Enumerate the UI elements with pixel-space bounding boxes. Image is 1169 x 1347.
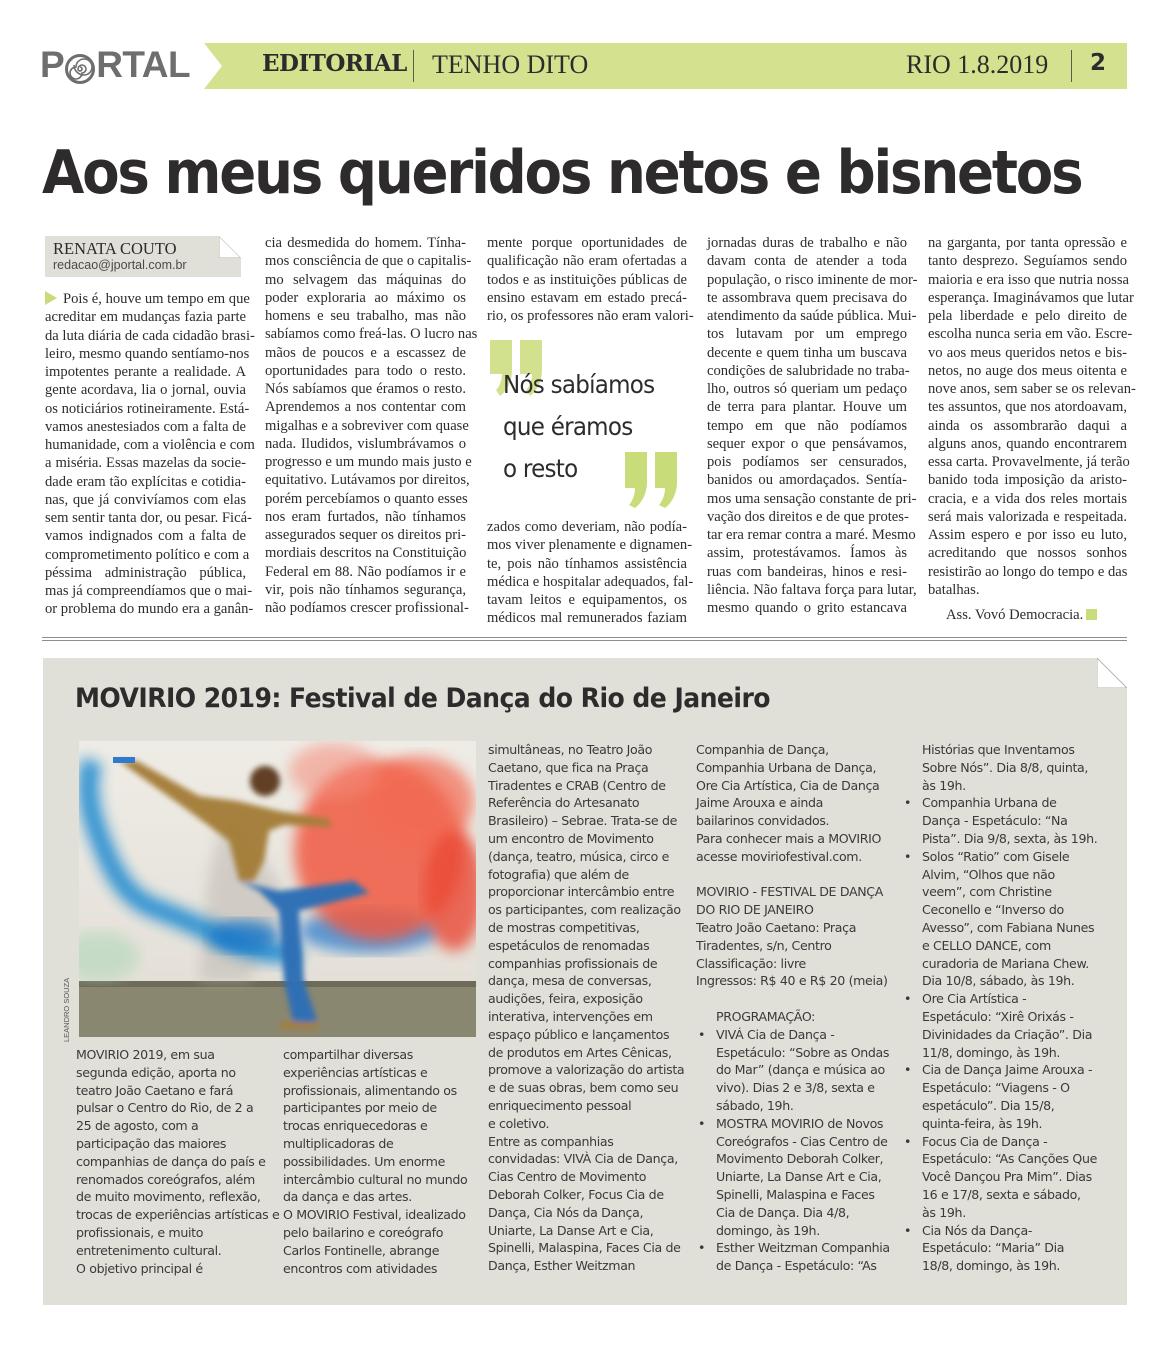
text-line: companhias de dança do país e xyxy=(76,1153,266,1169)
text-line: Ceconello e “Inverso do xyxy=(922,902,1064,918)
text-line: acreditando que nossos sonhos xyxy=(928,545,1127,562)
text-line: nove anos, sem saber se os relevan- xyxy=(928,381,1136,397)
page-number: 2 xyxy=(1090,50,1107,76)
text-line: mos uma sensação constante de pri- xyxy=(707,490,917,507)
pull-quote-line: que éramos xyxy=(503,412,633,441)
text-line: da dança e das artes. xyxy=(283,1189,412,1205)
dancer-photo-image xyxy=(79,741,476,1037)
movirio-column-4 xyxy=(696,741,901,1275)
text-line: de mostras competitivas, xyxy=(488,919,640,935)
program-item xyxy=(902,990,1124,1061)
text-line: Uniarte, La Danse Art e Cia, xyxy=(716,1169,882,1185)
text-line: espetáculo”. Dia 15/8, xyxy=(922,1097,1055,1113)
text-line: vivo). Dias 2 e 3/8, sexta e xyxy=(716,1080,875,1096)
text-line: Assim espero e por isso eu luto, xyxy=(928,527,1127,543)
text-line: de terra para plantar. Houve um xyxy=(707,399,907,416)
text-line: Spinelli, Malaspina, Faces Cia de xyxy=(488,1240,681,1256)
divider-rule xyxy=(42,640,1127,641)
text-line: Dança - Espetáculo: “Na xyxy=(922,813,1068,829)
text-line: médicos mal remunerados faziam xyxy=(487,610,687,627)
movirio-column-5 xyxy=(902,741,1124,1275)
text-line: cia desmedida do homem. Tínha- xyxy=(265,235,466,251)
text-line: simultâneas, no Teatro João xyxy=(488,742,653,757)
text-line: • MOSTRA MOVIRIO de Novos xyxy=(716,1115,884,1131)
text-line: progresso e um mundo mais justo e xyxy=(265,454,472,470)
text-line: mente porque oportunidades de xyxy=(487,235,687,251)
text-line: Carlos Fontinelle, abrange xyxy=(283,1242,440,1258)
text-line: teatro João Caetano e fará xyxy=(76,1082,234,1098)
text-line: Referência do Artesanato xyxy=(488,795,640,811)
program-item xyxy=(696,1026,901,1115)
program-item xyxy=(902,848,1124,990)
close-quote-icon xyxy=(621,452,681,508)
photo-credit: LEANDRO SOUZA xyxy=(62,977,71,1042)
text-line: O objetivo principal é xyxy=(76,1260,203,1276)
program-item xyxy=(696,1115,901,1240)
text-line: tavam leitos e equipamentos, os xyxy=(487,592,687,608)
editorial-column-5 xyxy=(928,234,1136,599)
text-line: enriquecimento pessoal xyxy=(488,1097,632,1113)
text-line: mos consciência de que o capitalis- xyxy=(265,253,472,270)
text-line: domingo, às 19h. xyxy=(716,1222,820,1238)
text-line: trocas enriquecedoras e xyxy=(283,1118,428,1134)
text-line: Alvim, “Olhos que não xyxy=(922,866,1055,882)
end-mark-icon xyxy=(1086,609,1097,620)
text-line: vo aos meus queridos netos e bis- xyxy=(928,344,1127,361)
event-info xyxy=(696,883,901,990)
text-line: proporcionar intercâmbio entre xyxy=(488,884,675,900)
text-line: tes assuntos, que nos atordoavam, xyxy=(928,399,1127,416)
movirio-column-2 xyxy=(283,1046,483,1277)
text-line: poder exploraria ao máximo os xyxy=(265,289,466,306)
movirio-column-1 xyxy=(76,1046,280,1277)
text-line: mas já compreendíamos que o mai- xyxy=(45,583,253,599)
section-label[interactable]: EDITORIAL xyxy=(262,50,407,77)
text-line: Sobre Nós”. Dia 8/8, quinta, xyxy=(922,759,1089,775)
text-line: netos, no auge dos meus oitenta e xyxy=(928,362,1127,379)
text-line: mesmo quando o grito estancava xyxy=(707,600,907,616)
text-line: gente acordava, lia o jornal, ouvia xyxy=(45,382,246,399)
text-line: profissionais, alimentando os xyxy=(283,1082,457,1098)
text-line: assim, protestávamos. Íamos às xyxy=(707,545,907,562)
text-line: Espetáculo: “Sobre as Ondas xyxy=(716,1044,890,1060)
text-line: • Cia Nós da Dança- xyxy=(922,1222,1033,1238)
text-line: 11/8, domingo, às 19h. xyxy=(922,1044,1061,1060)
author-name: RENATA COUTO xyxy=(53,239,177,258)
text-line: segunda edição, aporta no xyxy=(76,1064,236,1080)
text-line: • Solos “Ratio” com Gisele xyxy=(922,848,1070,864)
text-line: alguns anos, quando encontrarem xyxy=(928,435,1127,452)
text-line: assegurados sequer os direitos pri- xyxy=(265,527,467,543)
text-line: promove a valorização do artista xyxy=(488,1062,685,1078)
text-line: jornadas duras de trabalho e não xyxy=(707,235,907,251)
text-line: de produtos em Artes Cênicas, xyxy=(488,1044,672,1060)
text-line: bailarinos convidados. xyxy=(696,813,830,829)
text-line: • Cia de Dança Jaime Arouxa - xyxy=(922,1062,1093,1078)
text-line: espaço público e lançamentos xyxy=(488,1026,670,1042)
text-line: população, o risco iminente de mor- xyxy=(707,271,918,288)
text-line: pois podíamos ser censurados, xyxy=(707,454,907,470)
text-line: (dança, teatro, música, circo e xyxy=(488,848,670,864)
text-line: lho, outros só queriam um pedaço xyxy=(707,381,907,397)
text-line: davam conta de atender a toda xyxy=(707,253,907,270)
text-line: mordiais descritos na Constituição xyxy=(265,545,467,562)
program-item xyxy=(902,794,1124,847)
subsection-label[interactable]: TENHO DITO xyxy=(432,50,589,79)
text-line: atendimento da saúde pública. Mui- xyxy=(707,308,917,324)
text-line: espetáculos de renomadas xyxy=(488,937,650,953)
text-line: acesse moviriofestival.com. xyxy=(696,848,862,864)
text-line: Classificação: livre xyxy=(696,955,806,971)
text-line: médica e hospitalar adequados, fal- xyxy=(487,573,694,590)
text-line: intercâmbio cultural no mundo xyxy=(283,1171,468,1187)
text-line: Tiradentes e CRAB (Centro de xyxy=(488,777,666,793)
text-line: Pois é, houve um tempo em que xyxy=(45,290,246,308)
text-line: pela liberdade e pelo direito de xyxy=(928,308,1127,324)
text-line: MOVIRIO - FESTIVAL DE DANÇA xyxy=(696,884,883,900)
text-line: participantes por meio de xyxy=(283,1100,437,1116)
program-item xyxy=(902,1061,1124,1132)
lead-arrow-icon xyxy=(45,291,57,305)
text-line: Espetáculo: “Xirê Orixás - xyxy=(922,1008,1074,1024)
program-item xyxy=(902,1222,1124,1275)
text-line: um encontro de Movimento xyxy=(488,830,654,846)
text-line: nas, que já convivíamos com elas xyxy=(45,491,246,508)
text-line: péssima administração pública, xyxy=(45,564,246,581)
text-line: interativa, intervenções em xyxy=(488,1008,653,1024)
pull-quote xyxy=(486,340,686,510)
signature xyxy=(946,607,1097,624)
text-line: às 19h. xyxy=(922,777,966,793)
text-line: Aprendemos a nos contentar com xyxy=(265,399,466,416)
text-line: Tiradentes, s/n, Centro xyxy=(696,937,832,953)
text-line: ensino estavam em estado precá- xyxy=(487,289,687,306)
text-line: Você Dançou Pra Mim”. Dias xyxy=(922,1169,1092,1185)
editorial-column-2 xyxy=(265,234,478,617)
text-line: Entre as companhias xyxy=(488,1133,614,1149)
text-line: DO RIO DE JANEIRO xyxy=(696,902,814,918)
text-line: sábado, 19h. xyxy=(716,1097,794,1113)
text-line: batalhas. xyxy=(928,581,980,598)
text-line: homens e seu trabalho, mas não xyxy=(265,308,466,324)
text-line: • Focus Cia de Dança - xyxy=(922,1133,1048,1149)
text-line: liência. Não faltava força para lutar, xyxy=(707,581,917,598)
text-line: Histórias que Inventamos xyxy=(922,742,1075,757)
text-line: • VIVÁ Cia de Dança - xyxy=(716,1026,835,1042)
text-line: • Ore Cia Artística - xyxy=(922,991,1027,1007)
text-line: a miséria. Essas mazelas da socie- xyxy=(45,455,246,472)
text-line: convidadas: VIVÀ Cia de Dança, xyxy=(488,1151,678,1167)
text-line: profissionais, e muito xyxy=(76,1224,204,1240)
text-line: te, pois não tínhamos assistência xyxy=(487,555,687,572)
text-line: mo selvagem das máquinas do xyxy=(265,271,466,288)
text-line: audições, feira, exposição xyxy=(488,991,643,1007)
text-line: Cia de Dança. Dia 4/8, xyxy=(716,1204,850,1220)
text-line: 25 de agosto, com a xyxy=(76,1118,199,1134)
text-line: veem”, com Christine xyxy=(922,884,1052,900)
text-line: entretenimento cultural. xyxy=(76,1242,222,1258)
text-line: de muito movimento, reflexão, xyxy=(76,1189,261,1205)
text-line: Federal em 88. Não podíamos ir e xyxy=(265,563,466,580)
text-line: Companhia de Dança, xyxy=(696,742,829,757)
dancer-photo[interactable] xyxy=(79,741,476,1037)
movirio-column-3 xyxy=(488,741,688,1275)
text-line: Deborah Colker, Focus Cia de xyxy=(488,1186,664,1202)
editorial-column-3b xyxy=(487,518,694,628)
invited-companies xyxy=(696,741,901,866)
text-line: multiplicadoras de xyxy=(283,1135,394,1151)
pull-quote-line: o resto xyxy=(503,454,578,483)
text-line: maioria e era isso que nutria nossa xyxy=(928,271,1130,288)
text-line: não podíamos crescer profissional- xyxy=(265,600,469,616)
program-list xyxy=(696,1026,901,1275)
headline: Aos meus queridos netos e bisnetos xyxy=(42,138,1082,208)
divider-rule xyxy=(42,637,1127,638)
text-line: da luta diária de cada cidadão brasi- xyxy=(45,327,255,344)
text-line: Cias Centro de Movimento xyxy=(488,1169,647,1185)
logo-suffix: RTAL xyxy=(96,44,191,85)
text-line: quinta-feira, às 19h. xyxy=(922,1115,1043,1131)
portal-logo[interactable] xyxy=(40,44,190,86)
text-line: Dança, Esther Weitzman xyxy=(488,1258,636,1274)
text-line: compartilhar diversas xyxy=(283,1047,413,1062)
spacer xyxy=(696,866,901,884)
text-line: Espetáculo: “Maria” Dia xyxy=(922,1240,1065,1256)
text-line: sequer expor o que pensávamos, xyxy=(707,435,907,452)
text-line: participação das maiores xyxy=(76,1135,227,1151)
text-line: acreditar em mudanças fazia parte xyxy=(45,309,246,326)
text-line: companhias profissionais de xyxy=(488,955,658,971)
editorial-column-1 xyxy=(45,290,255,619)
signature-text: Ass. Vovó Democracia. xyxy=(946,607,1084,623)
text-line: ruas com bandeiras, hinos e resi- xyxy=(707,563,907,580)
text-line: fotografia) que além de xyxy=(488,866,629,882)
text-line: leiro, mesmo quando sentíamo-nos xyxy=(45,345,250,362)
text-line: 18/8, domingo, às 19h. xyxy=(922,1258,1061,1274)
header-band-notch xyxy=(204,43,222,89)
text-line: decente e quem tinha um buscava xyxy=(707,344,907,361)
text-line: do Mar” (dança e música ao xyxy=(716,1062,885,1078)
text-line: experiências artísticas e xyxy=(283,1064,428,1080)
text-line: tos lutavam por um emprego xyxy=(707,326,907,343)
text-line: Ore Cia Artística, Cia de Dança xyxy=(696,777,880,793)
text-line: todos e as instituições públicas de xyxy=(487,271,687,288)
text-line: essa carta. Provavelmente, já terão xyxy=(928,454,1130,470)
page-fold-icon xyxy=(219,236,241,258)
text-line: oportunidades para todo o resto. xyxy=(265,362,466,379)
byline-box xyxy=(45,236,241,277)
text-line: mãos de poucos e a escassez de xyxy=(265,344,466,361)
text-line: cracia, e a vida dos reles mortais xyxy=(928,490,1127,507)
text-line: MOVIRIO 2019, em sua xyxy=(76,1047,215,1062)
text-line: resistirão ao longo do tempo e das xyxy=(928,563,1128,580)
text-line: esperança. Imaginávamos que lutar xyxy=(928,289,1134,306)
text-line: condições de salubridade no traba- xyxy=(707,362,910,379)
text-line: sem sentir tanta dor, ou pesar. Ficá- xyxy=(45,510,252,526)
text-line: Ingressos: R$ 40 e R$ 20 (meia) xyxy=(696,973,888,989)
text-line: Para conhecer mais a MOVIRIO xyxy=(696,830,882,846)
pull-quote-line: Nós sabíamos xyxy=(503,370,655,399)
text-line: dade eram tão explícitas e cotidia- xyxy=(45,473,246,490)
text-line: banido toda imposição da aristo- xyxy=(928,472,1127,489)
editorial-column-3a xyxy=(487,234,694,325)
text-line: renomados coreógrafos, além xyxy=(76,1171,255,1187)
text-line: Brasileiro) – Sebrae. Trata-se de xyxy=(488,813,677,829)
text-line: Teatro João Caetano: Praça xyxy=(696,919,857,935)
text-line: zados como deveriam, não podía- xyxy=(487,519,687,535)
text-line: O MOVIRIO Festival, idealizado xyxy=(283,1207,466,1223)
program-continuation xyxy=(902,741,1124,794)
text-line: banidos ou amordaçados. Sentía- xyxy=(707,472,907,489)
text-line: vamos anestesiados com a falta de xyxy=(45,418,246,435)
text-line: comprometimento político e com a xyxy=(45,546,250,563)
text-line: possibilidades. Um enorme xyxy=(283,1153,445,1169)
text-line: Jaime Arouxa e ainda xyxy=(696,795,823,811)
program-item xyxy=(902,1133,1124,1222)
logo-prefix: P xyxy=(40,44,65,85)
text-line: Uniarte, La Danse Art e Cia, xyxy=(488,1222,654,1238)
text-line: migalhas e a sobreviver com quase xyxy=(265,417,469,434)
header-divider xyxy=(1071,50,1072,82)
text-line: Dança, Cia Nós da Dança, xyxy=(488,1204,644,1220)
spiral-o-icon xyxy=(65,51,95,81)
text-line: pulsar o Centro do Rio, de 2 a xyxy=(76,1100,254,1116)
text-line: tanto desprezo. Seguíamos sendo xyxy=(928,253,1127,270)
text-line: e de suas obras, bem como seu xyxy=(488,1080,679,1096)
text-line: humanidade, com a violência e com xyxy=(45,437,255,453)
text-line: equitativo. Lutávamos por direitos, xyxy=(265,472,470,489)
text-line: Companhia Urbana de Dança, xyxy=(696,759,877,775)
text-line: nos eram furtados, não tínhamos xyxy=(265,508,466,525)
text-line: de Dança - Espetáculo: “As xyxy=(716,1258,877,1274)
movirio-title: MOVIRIO 2019: Festival de Dança do Rio de Janeiro xyxy=(75,683,770,714)
text-line: mos viver plenamente e dignamen- xyxy=(487,537,693,554)
text-line: curadoria de Mariana Chew. xyxy=(922,955,1089,971)
page-fold-icon xyxy=(1097,658,1127,688)
text-line: os participantes, com realização xyxy=(488,902,681,918)
text-line: te assombrava quem precisava do xyxy=(707,289,907,306)
text-line: Avesso”, com Fabiana Nunes xyxy=(922,919,1095,935)
text-line: Espetáculo: “Viagens - O xyxy=(922,1080,1070,1096)
author-email[interactable]: redacao@jportal.com.br xyxy=(53,258,187,272)
text-line: impotentes perante a realidade. A xyxy=(45,364,246,380)
text-line: Divinidades da Criação”. Dia xyxy=(922,1026,1093,1042)
text-line: Dia 10/8, sábado, às 19h. xyxy=(922,973,1075,989)
text-line: às 19h. xyxy=(922,1204,966,1220)
header-divider xyxy=(413,50,414,82)
text-line: Movimento Deborah Colker, xyxy=(716,1151,884,1167)
dateline: RIO 1.8.2019 xyxy=(906,50,1049,79)
text-line: tar era remar contra a maré. Mesmo xyxy=(707,527,916,543)
text-line: e CELLO DANCE, com xyxy=(922,937,1051,953)
text-line: na garganta, por tanta opressão e xyxy=(928,235,1127,251)
text-line: Nós sabíamos que éramos o resto. xyxy=(265,381,466,397)
text-line: Coreógrafos - Cias Centro de xyxy=(716,1133,888,1149)
text-line: tempo em que não podíamos xyxy=(707,417,907,434)
program-label: PROGRAMAÇÃO: xyxy=(716,1008,816,1024)
text-line: porém percebíamos o quanto esses xyxy=(265,490,468,507)
text-line: nada. Iludidos, vislumbrávamos o xyxy=(265,435,466,452)
text-line: qualificação não eram ofertadas a xyxy=(487,253,687,270)
text-line: 16 e 17/8, sexta e sábado, xyxy=(922,1186,1081,1202)
text-line: or problema do mundo era a ganân- xyxy=(45,601,254,618)
text-line: vamos indignados com a falta de xyxy=(45,528,246,545)
program-item xyxy=(696,1239,901,1275)
text-line: rio, os professores não eram valori- xyxy=(487,308,694,324)
text-line: dança, mesa de conversas, xyxy=(488,973,652,989)
text-line: • Esther Weitzman Companhia xyxy=(716,1240,890,1256)
text-line: pelo bailarino e coreógrafo xyxy=(283,1224,444,1240)
text-line: vação dos direitos e de que protes- xyxy=(707,508,909,525)
text-line: ainda os assombrarão daqui a xyxy=(928,417,1127,434)
program-list xyxy=(902,794,1124,1275)
editorial-column-4 xyxy=(707,234,918,617)
text-line: trocas de experiências artísticas e xyxy=(76,1207,280,1223)
spacer xyxy=(696,990,901,1008)
text-line: encontros com atividades xyxy=(283,1260,438,1276)
text-line: • Companhia Urbana de xyxy=(922,795,1057,811)
text-line: escolha nunca seria em vão. Escre- xyxy=(928,326,1133,343)
text-line: vir, pois não tínhamos segurança, xyxy=(265,581,466,598)
text-line: Pista”. Dia 9/8, sexta, às 19h. xyxy=(922,830,1098,846)
text-line: e coletivo. xyxy=(488,1115,550,1131)
text-line: Espetáculo: “As Canções Que xyxy=(922,1151,1097,1167)
text-line: será mais valorizada e respeitada. xyxy=(928,508,1127,525)
text-line: Spinelli, Malaspina e Faces xyxy=(716,1186,875,1202)
text-line: os noticiários rotineiramente. Está- xyxy=(45,400,250,417)
text-line: Caetano, que fica na Praça xyxy=(488,759,649,775)
text-line: sabíamos como freá-las. O lucro nas xyxy=(265,326,478,343)
